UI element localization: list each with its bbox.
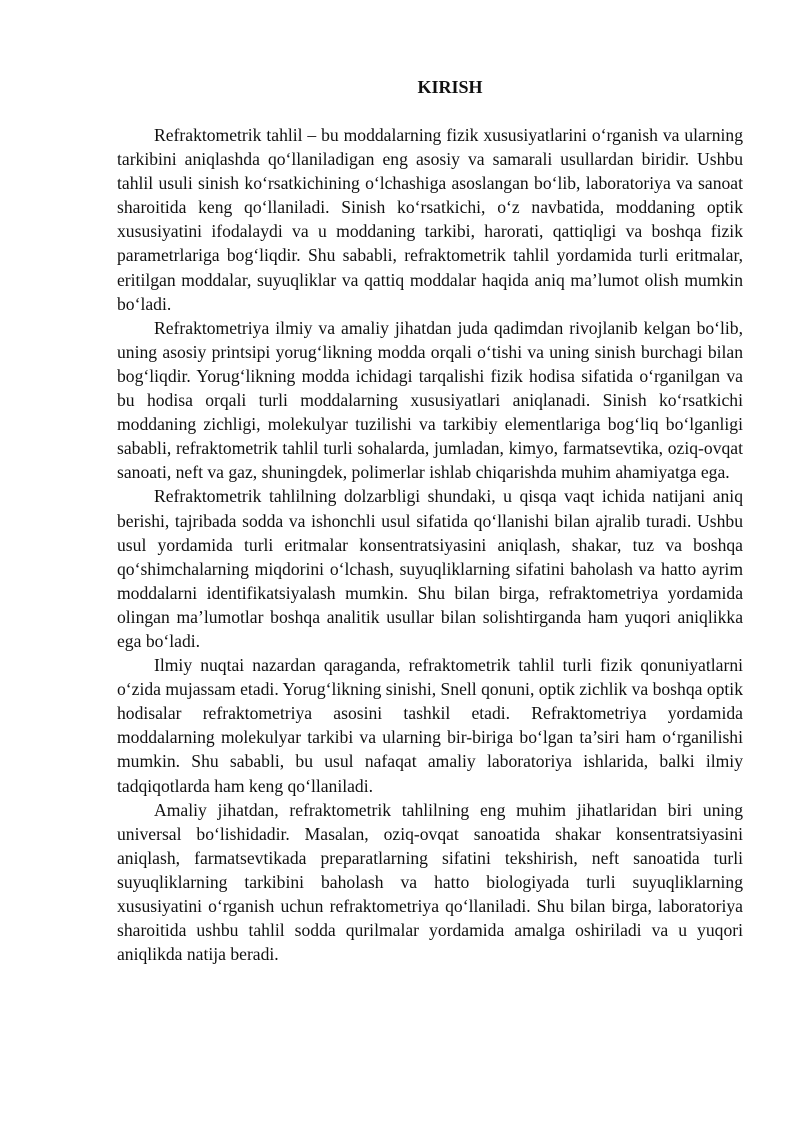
paragraph-3: Refraktometrik tahlilning dolzarbligi shundaki, u qisqa vaqt ichida natijani aniq berishi, tajribada sodda va ishonchli usul sifatida qo‘llanishi bilan ajralib turadi. Ushbu usul yordamida turli eritmalar konsentratsiyasini aniqlash, shakar, tuz va boshqa qo‘shimchalarning miqdorini o‘lchash, suyuqliklarning sifatini baholash va hatto ayrim moddalarni identifikatsiyalash mumkin. Shu bilan birga, refraktometriya yordamida olingan ma’lumotlar boshqa analitik usullar bilan solishtirganda ham yuqori aniqlikka ega bo‘ladi. <box>117 486 743 651</box>
page-title: KIRISH <box>417 77 483 97</box>
document-page <box>117 76 743 966</box>
paragraph-1: Refraktometrik tahlil – bu moddalarning fizik xususiyatlarini o‘rganish va ularning tarkibini aniqlashda qo‘llaniladigan eng asosiy va samarali usullardan biridir. Ushbu tahlil usuli sinish ko‘rsatkichining o‘lchashiga asoslangan bo‘lib, laboratoriya va sanoat sharoitida keng qo‘llaniladi. Sinish ko‘rsatkichi, o‘z navbatida, moddaning optik xususiyatini ifodalaydi va u moddaning tarkibi, harorati, qattiqligi va boshqa fizik parametrlariga bog‘liqdir. Shu sababli, refraktometrik tahlil yordamida turli eritmalar, eritilgan moddalar, suyuqliklar va qattiq moddalar haqida aniq ma’lumot olish mumkin bo‘ladi. <box>117 125 743 314</box>
paragraph-4: Ilmiy nuqtai nazardan qaraganda, refraktometrik tahlil turli fizik qonuniyatlarni o‘zida mujassam etadi. Yorug‘likning sinishi, Snell qonuni, optik zichlik va boshqa optik hodisalar refraktometriya asosini tashkil etadi. Refraktometriya yordamida moddalarning molekulyar tarkibi va ularning bir-biriga bo‘lgan ta’siri ham o‘rganilishi mumkin. Shu sababli, bu usul nafaqat amaliy laboratoriya ishlarida, balki ilmiy tadqiqotlarda ham keng qo‘llaniladi. <box>117 655 743 796</box>
paragraph-5: Amaliy jihatdan, refraktometrik tahlilning eng muhim jihatlaridan biri uning universal bo‘lishidadir. Masalan, oziq-ovqat sanoatida shakar konsentratsiyasini aniqlash, farmatsevtikada preparatlarning sifatini tekshirish, neft sanoatida turli suyuqliklarning tarkibini baholash va hatto biologiyada turli suyuqliklarning xususiyatini o‘rganish uchun refraktometriya qo‘llaniladi. Shu bilan birga, laboratoriya sharoitida ushbu tahlil sodda qurilmalar yordamida amalga oshiriladi va u yuqori aniqlikda natija beradi. <box>117 799 743 965</box>
paragraph-2: Refraktometriya ilmiy va amaliy jihatdan juda qadimdan rivojlanib kelgan bo‘lib, uning asosiy printsipi yorug‘likning modda orqali o‘tishi va uning sinish burchagi bilan bog‘liqdir. Yorug‘likning modda ichidagi tarqalishi fizik hodisa sifatida o‘rganilgan va bu hodisa orqali turli moddalarning xususiyatlari aniqlanadi. Sinish ko‘rsatkichi moddaning zichligi, molekulyar tuzilishi va tarkibiy elementlariga bog‘liq bo‘lganligi sababli, refraktometrik tahlil turli sohalarda, jumladan, kimyo, farmatsevtika, oziq-ovqat sanoati, neft va gaz, shuningdek, polimerlar ishlab chiqarishda muhim ahamiyatga ega. <box>117 317 743 483</box>
